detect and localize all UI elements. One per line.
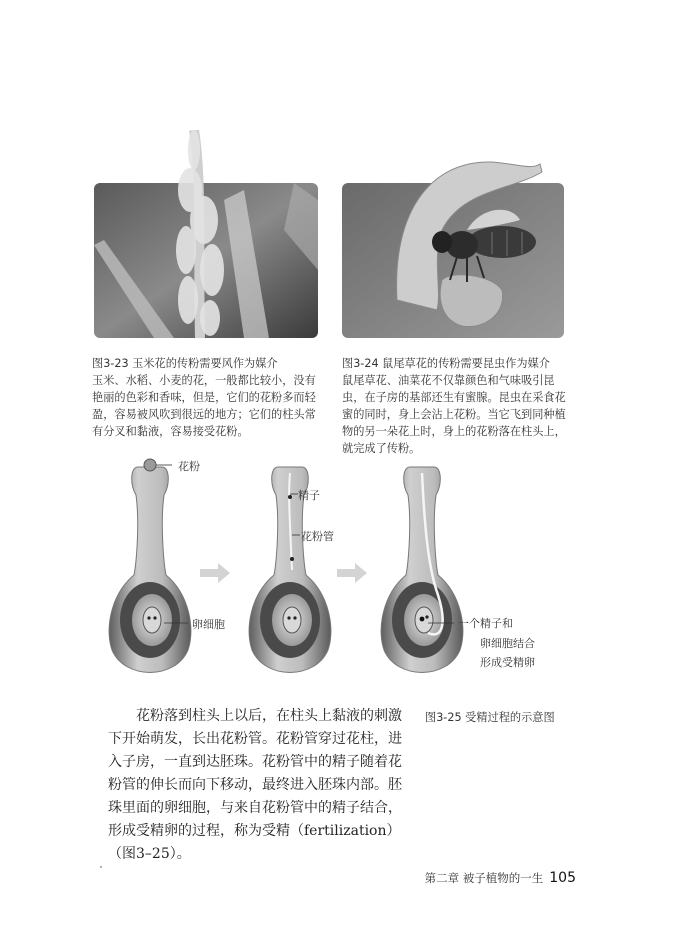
page-dot <box>100 866 102 868</box>
fertilization-diagram <box>92 445 592 685</box>
label-egg-cell: 卵细胞 <box>192 618 225 631</box>
label-sperm: 精子 <box>298 489 320 502</box>
fig3-23-title: 图3-23 玉米花的传粉需要风作为媒介 <box>92 357 278 370</box>
arrow-1 <box>200 563 230 583</box>
page-number: 105 <box>549 870 576 886</box>
fig3-23-text: 玉米、水稻、小麦的花，一般都比较小，没有艳丽的色彩和香味，但是，它们的花粉多而轻盈，容易被风吹到很远的地方；它们的柱头常有分叉和黏液，容易接受花粉。 <box>92 374 316 438</box>
fig3-23-caption <box>92 355 322 440</box>
label-result-line-2: 卵细胞结合 <box>480 637 535 650</box>
corn-tassel-photo <box>94 130 318 338</box>
body-text: 花粉落到柱头上以后，在柱头上黏液的刺激下开始萌发，长出花粉管。花粉管穿过花柱，进入子房，一直到达胚珠。花粉管中的精子随着花粉管的伸长而向下移动，最终进入胚珠内部。胚珠里面的卵细胞，与来自花粉管中的精子结合，形成受精卵的过程，称为受精（fertilization）（图3–25）。 <box>108 708 402 862</box>
chapter-title: 第二章 被子植物的一生 <box>424 871 544 885</box>
body-paragraph <box>108 705 408 866</box>
fig3-24-title: 图3-24 鼠尾草花的传粉需要昆虫作为媒介 <box>342 357 550 370</box>
fig3-25-caption: 图3-25 受精过程的示意图 <box>425 711 555 724</box>
label-result-line-3: 形成受精卵 <box>480 656 535 669</box>
fig3-24-caption <box>342 355 566 457</box>
page-footer <box>425 870 576 886</box>
label-result-line-1: 一个精子和 <box>458 617 513 630</box>
pistil-stage-1 <box>109 459 191 673</box>
fig3-24-text: 鼠尾草花、油菜花不仅靠颜色和气味吸引昆虫，在子房的基部还生有蜜腺。昆虫在采食花蜜的同时，身上会沾上花粉。当它飞到同种植物的另一朵花上时，身上的花粉落在柱头上，就完成了传粉。 <box>342 374 566 455</box>
label-pollen: 花粉 <box>178 460 200 473</box>
arrow-2 <box>337 563 367 583</box>
bee-sage-photo <box>342 150 564 338</box>
pistil-stage-3 <box>381 467 463 673</box>
label-pollen-tube: 花粉管 <box>301 530 334 543</box>
